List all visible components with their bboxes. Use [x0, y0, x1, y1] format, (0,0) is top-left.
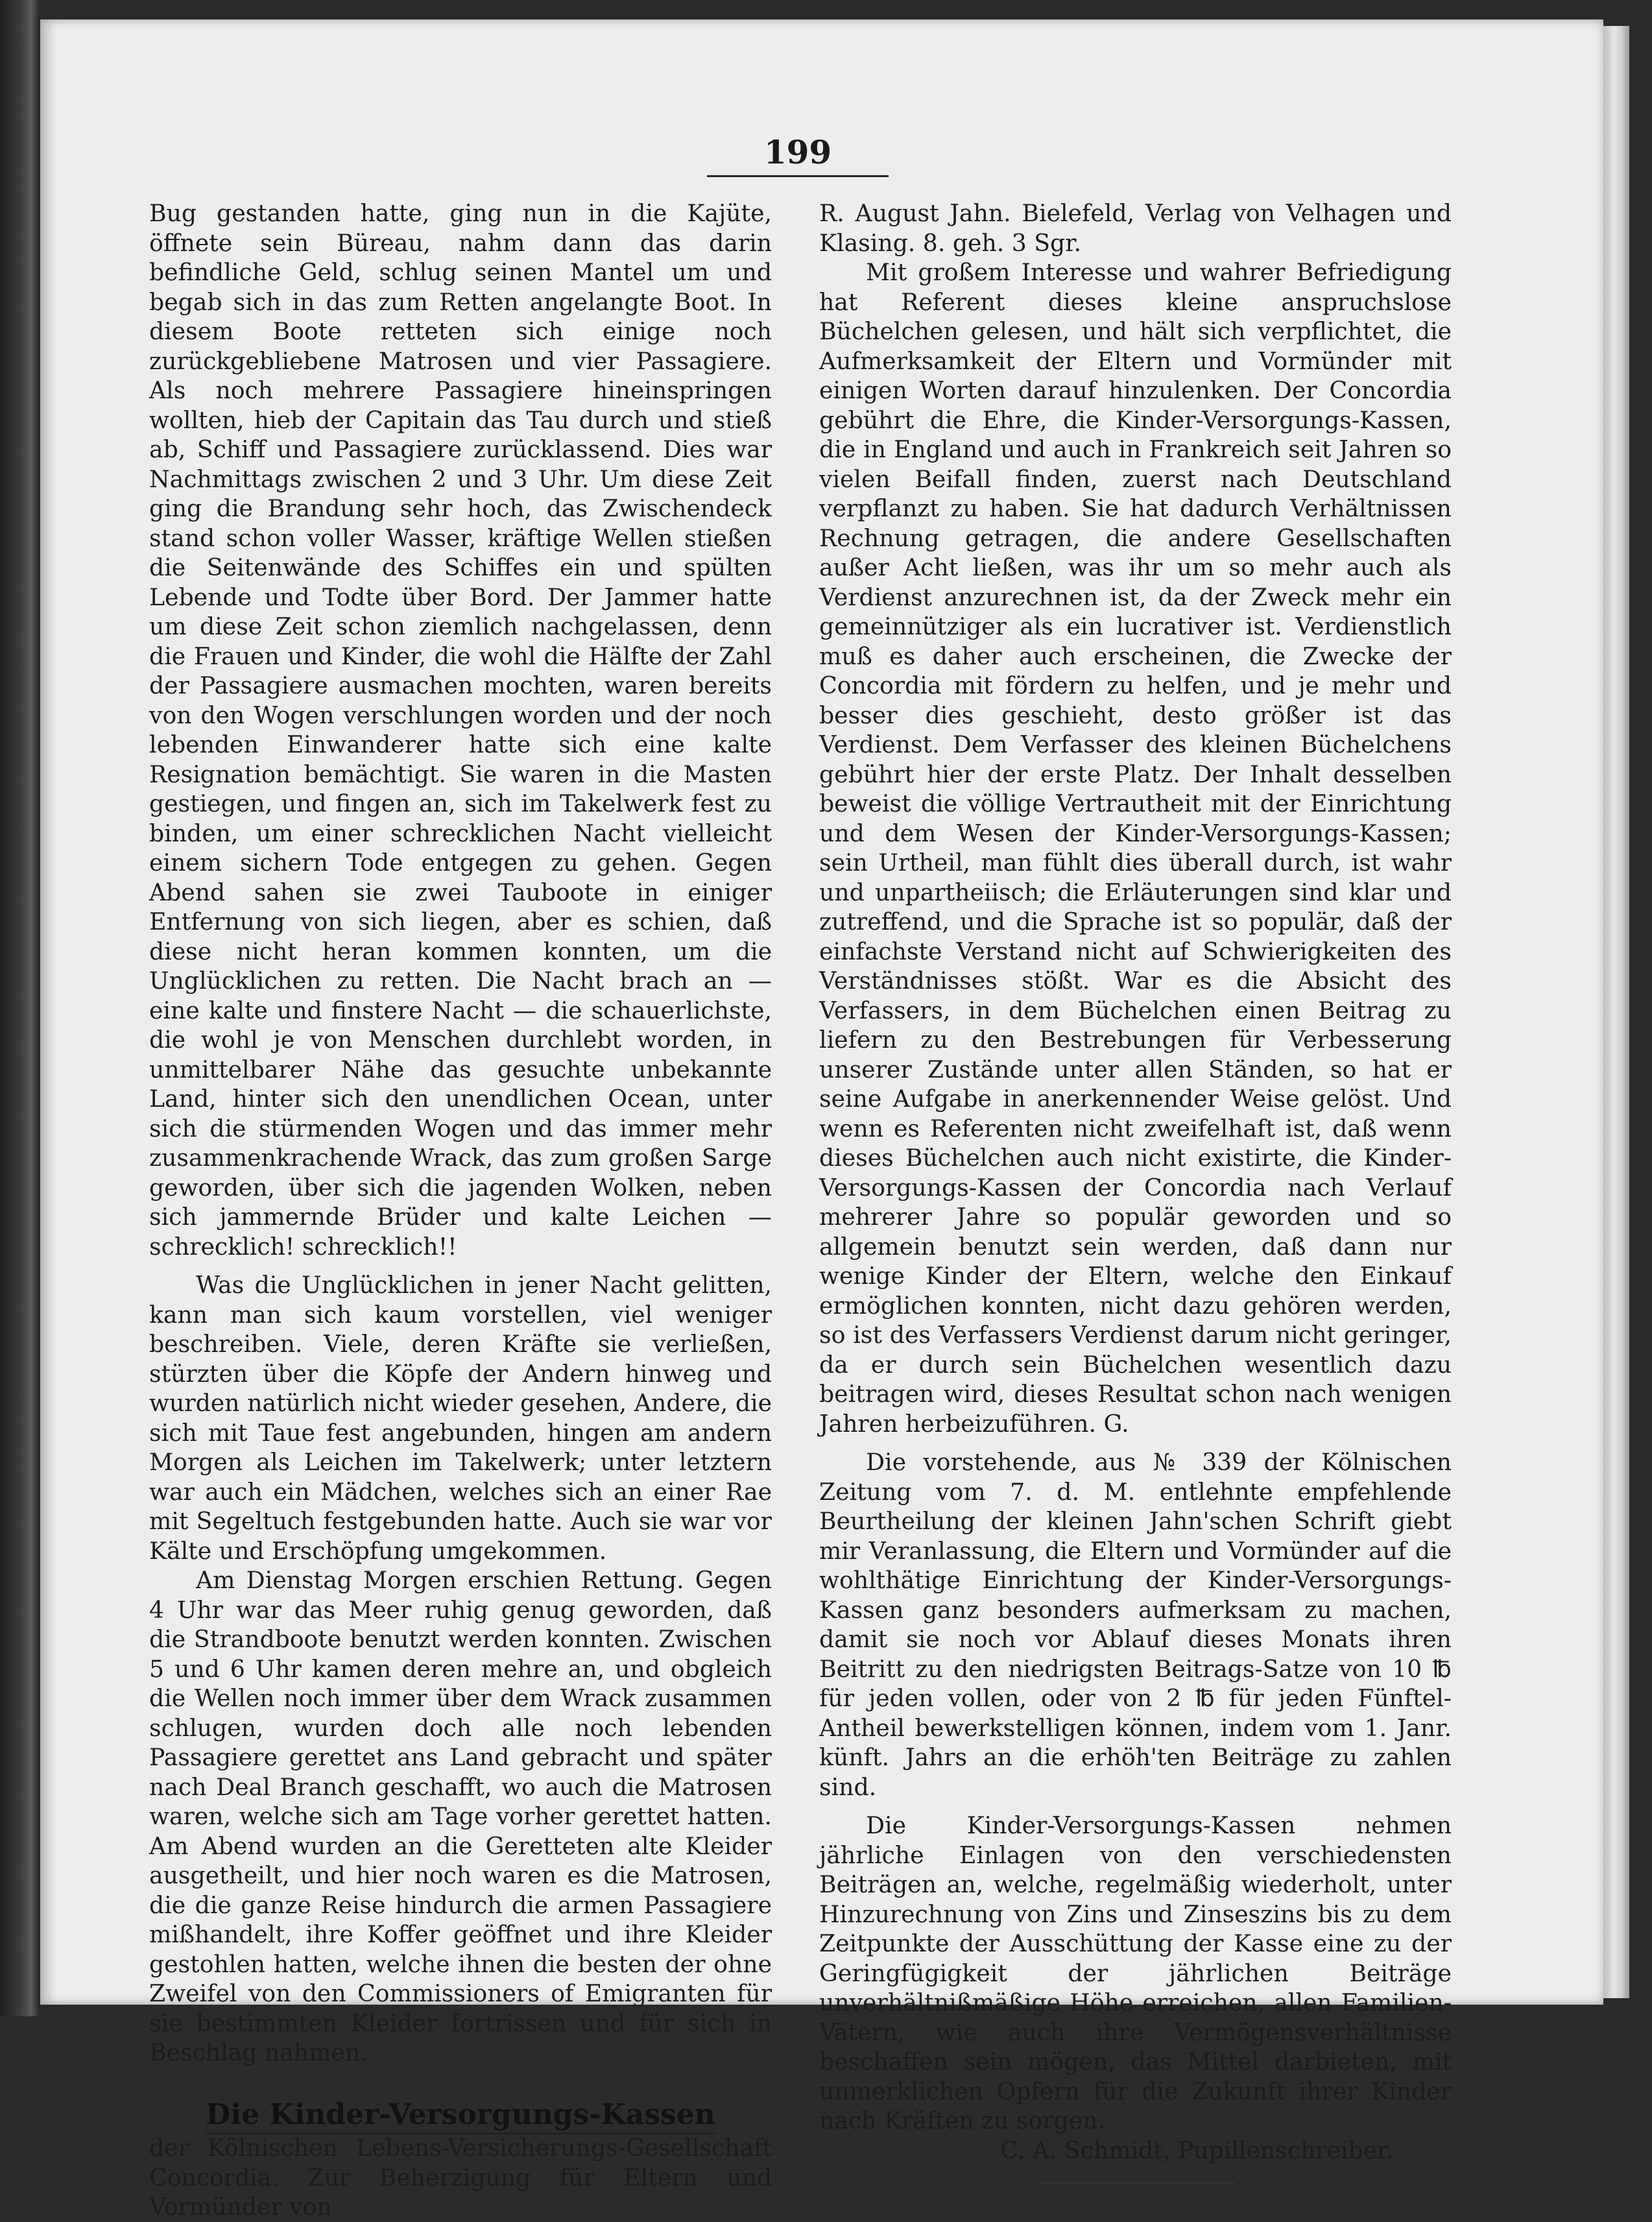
paragraph: Am Dienstag Morgen erschien Rettung. Gegen 4 Uhr war das Meer ruhig genug geworden, daß die Strandboote benutzt werden konnten. Zwischen 5 und 6 Uhr kamen deren mehre an, und obgleich die Wellen noch immer über dem Wrack zusammen schlugen, wurden doch alle noch lebenden Passagiere gerettet ans Land gebracht und später nach Deal Branch geschafft, wo auch die Matrosen waren, welche sich am Tage vorher gerettet hatten. Am Abend wurden an die Geretteten alte Kleider ausgetheilt, und hier noch waren es die Matrosen, die die ganze Reise hindurch die armen Passagiere mißhandelt, ihre Koffer geöffnet und ihre Kleider gestohlen hatten, welche ihnen die besten der ohne Zweifel von den Commissioners of Emigranten für sie bestimmten Kleider fortrissen und für sich in Beschlag nahmen. [149, 1566, 772, 2066]
page-number: 199 [763, 133, 832, 171]
paragraph: R. August Jahn. Bielefeld, Verlag von Velhagen und Klasing. 8. geh. 3 Sgr. [819, 199, 1452, 257]
section-heading-text: Die Kinder-Versorgungs-Kassen [206, 2098, 715, 2134]
section-heading [149, 2097, 772, 2131]
paragraph: Die Kinder-Versorgungs-Kassen nehmen jährliche Einlagen von den verschiedensten Beiträgen an, welche, regelmäßig wiederholt, unter Hinzurechnung von Zins und Zinseszins bis zu dem Zeitpunkte der Ausschüttung der Kasse eine zu der Geringfügigkeit der jährlichen Beiträge unverhältnißmäßige Höhe erreichen, allen Familien-Vätern, wie auch ihre Vermögensverhältnisse beschaffen sein mögen, das Mittel darbieten, mit unmerklichen Opfern für die Zukunft ihrer Kinder nach Kräften zu sorgen. [819, 1811, 1452, 2134]
paragraph: Was die Unglücklichen in jener Nacht gelitten, kann man sich kaum vorstellen, viel weniger beschreiben. Viele, deren Kräfte sie verließen, stürzten über die Köpfe der Andern hinweg und wurden natürlich nicht wieder gesehen, Andere, die sich mit Taue fest angebunden, hingen am andern Morgen als Leichen im Takelwerk; unter letztern war auch ein Mädchen, welches sich an einer Rae mit Segeltuch festgebunden hatte. Auch sie war vor Kälte und Erschöpfung umgekommen. [149, 1271, 772, 1565]
page-number-rule [707, 175, 889, 177]
page-edge [1603, 26, 1629, 1998]
paragraph: Bug gestanden hatte, ging nun in die Kajüte, öffnete sein Büreau, nahm dann das darin befindliche Geld, schlug seinen Mantel um und begab sich in das zum Retten angelangte Boot. In diesem Boote retteten sich einige noch zurückgebliebene Matrosen und vier Passagiere. Als noch mehrere Passagiere hineinspringen wollten, hieb der Capitain das Tau durch und stieß ab, Schiff und Passagiere zurücklassend. Dies war Nachmittags zwischen 2 und 3 Uhr. Um diese Zeit ging die Brandung sehr hoch, das Zwischendeck stand schon voller Wasser, kräftige Wellen stießen die Seitenwände des Schiffes ein und spülten Lebende und Todte über Bord. Der Jammer hatte um diese Zeit schon ziemlich nachgelassen, denn die Frauen und Kinder, die wohl die Hälfte der Zahl der Passagiere ausmachen mochten, waren bereits von den Wogen verschlungen worden und der noch lebenden Einwanderer hatte sich eine kalte Resignation bemächtigt. Sie waren in die Masten gestiegen, und fingen an, sich im Takelwerk fest zu binden, um einer schrecklichen Nacht vielleicht einem sichern Tode entgegen zu gehen. Gegen Abend sahen sie zwei Tauboote in einiger Entfernung von sich liegen, aber es schien, daß diese nicht heran kommen konnten, um die Unglücklichen zu retten. Die Nacht brach an — eine kalte und finstere Nacht — die schauerlichste, die wohl je von Menschen durchlebt worden, in unmittelbarer Nähe das gesuchte unbekannte Land, hinter sich den unendlichen Ocean, unter sich die stürmenden Wogen und das immer mehr zusammenkrachende Wrack, das zum großen Sarge geworden, über sich die jagenden Wolken, neben sich jammernde Brüder und kalte Leichen — schrecklich! schrecklich!! [149, 199, 772, 1261]
section-intro: der Kölnischen Lebens-Versicherungs-Gesellschaft Concordia. Zur Beherzigung für Eltern und Vormünder von [149, 2134, 772, 2221]
paragraph: Mit großem Interesse und wahrer Befriedigung hat Referent dieses kleine anspruchslose Büchelchen gelesen, und hält sich verpflichtet, die Aufmerksamkeit der Eltern und Vormünder mit einigen Worten darauf hinzulenken. Der Concordia gebührt die Ehre, die Kinder-Versorgungs-Kassen, die in England und auch in Frankreich seit Jahren so vielen Beifall finden, zuerst nach Deutschland verpflanzt zu haben. Sie hat dadurch Verhältnissen Rechnung getragen, die andere Gesellschaften außer Acht ließen, was ihr um so mehr auch als Verdienst anzurechnen ist, da der Zweck mehr ein gemeinnütziger als ein lucrativer ist. Verdienstlich muß es daher auch erscheinen, die Zwecke der Concordia mit fördern zu helfen, und je mehr und besser dies geschieht, desto größer ist das Verdienst. Dem Verfasser des kleinen Büchelchens gebührt hier der erste Platz. Der Inhalt desselben beweist die völlige Vertrautheit mit der Einrichtung und dem Wesen der Kinder-Versorgungs-Kassen; sein Urtheil, man fühlt dies überall durch, ist wahr und unpartheiisch; die Erläuterungen sind klar und zutreffend, und die Sprache ist so populär, daß der einfachste Verstand nicht auf Schwierigkeiten des Verständnisses stößt. War es die Absicht des Verfassers, in dem Büchelchen einen Beitrag zu liefern zu den Bestrebungen für Verbesserung unserer Zustände unter allen Ständen, so hat er seine Aufgabe in anerkennender Weise gelöst. Und wenn es Referenten nicht zweifelhaft ist, daß wenn dieses Büchelchen auch nicht existirte, die Kinder-Versorgungs-Kassen der Concordia nach Verlauf mehrerer Jahre so populär geworden und so allgemein benutzt sein werden, daß dann nur wenige Kinder der Eltern, welche den Einkauf ermöglichen konnten, nicht dazu gehören werden, so ist des Verfassers Verdienst darum nicht geringer, da er durch sein Büchelchen wesentlich dazu beitragen wird, dieses Resultat schon nach wenigen Jahren herbeizuführen. G. [819, 258, 1452, 1438]
right-column [819, 199, 1452, 2184]
left-column [149, 199, 772, 2222]
end-rule [1040, 2182, 1234, 2184]
signature: C. A. Schmidt, Pupillenschreiber. [1000, 2136, 1393, 2164]
paragraph: Die vorstehende, aus № 339 der Kölnischen Zeitung vom 7. d. M. entlehnte empfehlende Beurtheilung der kleinen Jahn'schen Schrift giebt mir Veranlassung, die Eltern und Vormünder auf die wohlthätige Einrichtung der Kinder-Versorgungs-Kassen ganz besonders aufmerksam zu machen, damit sie noch vor Ablauf dieses Monats ihren Beitritt zu den niedrigsten Beitrags-Satze von 10 ℔ für jeden vollen, oder von 2 ℔ für jeden Fünftel-Antheil bewerkstelligen können, indem vom 1. Janr. künft. Jahrs an die erhöh'ten Beiträge zu zahlen sind. [819, 1448, 1452, 1801]
